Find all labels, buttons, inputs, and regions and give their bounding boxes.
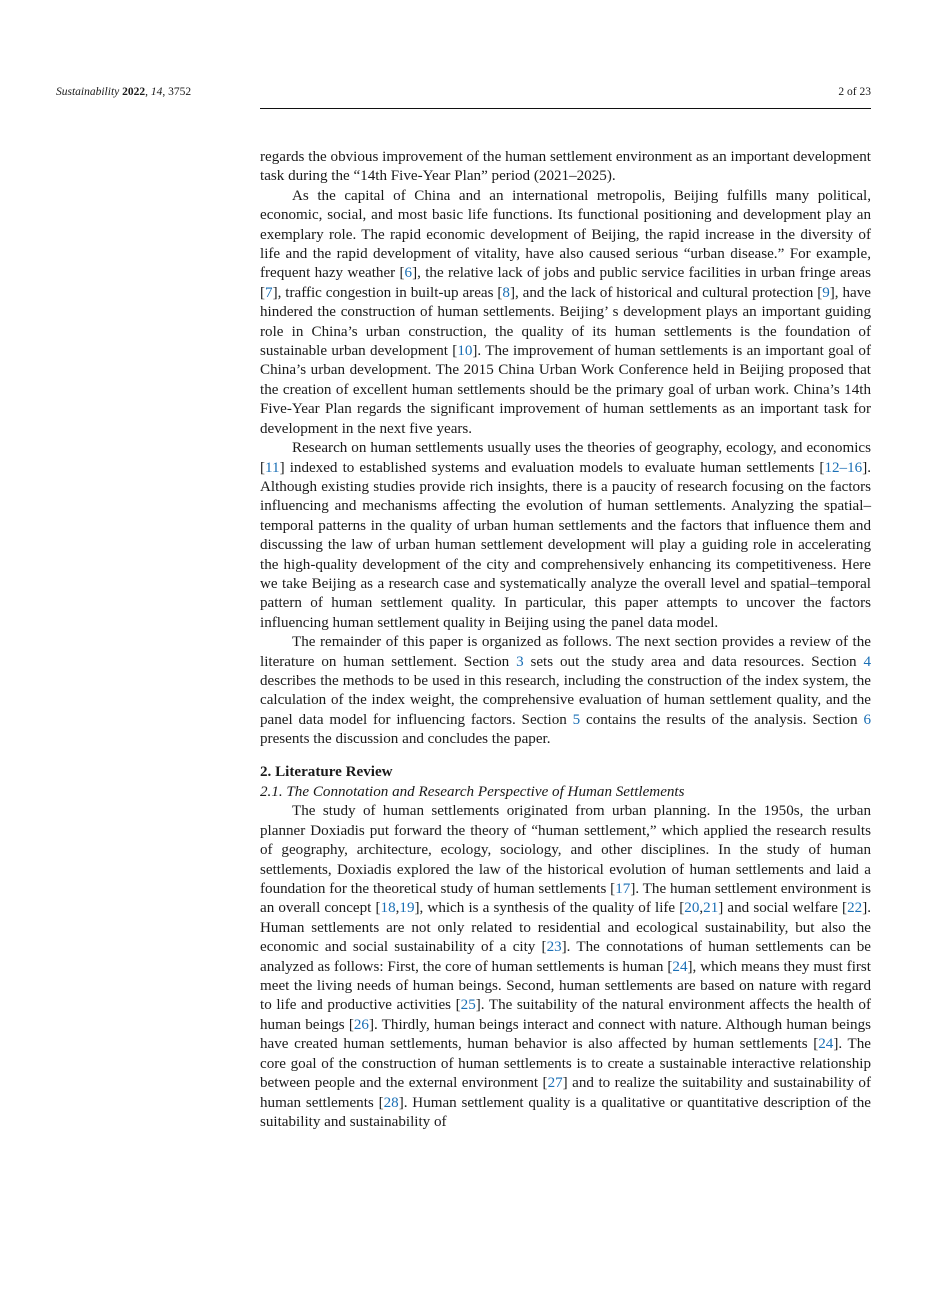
journal-year: 2022 [122, 86, 146, 98]
article-number: 3752 [168, 86, 192, 98]
paragraph-organization: The remainder of this paper is organized as follows. The next section provides a review of the literature on human settlement. Section 3 sets out the study area and data resources. Section 4 describes the methods to be used in this research, including the construction of the index system, the calculation of the index weight, the comprehensive evaluation of human settlement quality, and the panel data model for influencing factors. Section 5 contains the results of the analysis. Section 6 presents the discussion and concludes the paper. [260, 634, 871, 748]
citation-link[interactable]: 28 [383, 1094, 399, 1111]
citation-link[interactable]: 19 [399, 900, 415, 917]
subsection-heading: 2.1. The Connotation and Research Perspective of Human Settlements [260, 784, 685, 800]
citation-link[interactable]: 12–16 [824, 459, 863, 476]
citation-link[interactable]: 8 [502, 284, 510, 301]
citation-link[interactable]: 17 [615, 881, 631, 898]
paragraph-connotation: The study of human settlements originated from urban planning. In the 1950s, the urban planner Doxiadis put forward the theory of “human settlement,” which applied the research results of geography, architecture, ecology, sociology, and other disciplines. In the study of human settlements, Doxiadis explored the law of the historical evolution of human settlements and laid a foundation for the theoretical study of human settlements [17]. The human settlement environment is an overall concept [18,19], which is a synthesis of the quality of life [20,21] and social welfare [22]. Human settlements are not only related to residential and ecological sustainability, but also the economic and social sustainability of a city [23]. The connotations of human settlements can be analyzed as follows: First, the core of human settlements is human [24], which means they must first meet the living needs of human beings. Second, human settlements are based on nature with regard to life and productive activities [25]. The suitability of the natural environment affects the health of human beings [26]. Thirdly, human beings interact and connect with nature. Although human beings have created human settlements, human behavior is also affected by human settlements [24]. The core goal of the construction of human settlements is to create a sustainable interactive relationship between people and the external environment [27] and to realize the suitability and sustainability of human settlements [28]. Human settlement quality is a qualitative or quantitative description of the suitability and sustainability of [260, 803, 872, 1130]
paragraph-continuation: regards the obvious improvement of the human settlement environment as an important development task during the “14th Five-Year Plan” period (2021–2025). [260, 149, 871, 185]
journal-name: Sustainability [56, 86, 120, 98]
citation-link[interactable]: 11 [265, 459, 280, 476]
section-link[interactable]: 5 [572, 711, 581, 728]
citation-link[interactable]: 7 [265, 284, 273, 301]
header-rule [260, 108, 871, 109]
citation-link[interactable]: 24 [672, 958, 688, 975]
citation-link[interactable]: 22 [847, 900, 863, 917]
section-link[interactable]: 6 [863, 711, 871, 728]
section-link[interactable]: 3 [516, 653, 524, 670]
journal-volume: 14 [150, 86, 163, 98]
section-link[interactable]: 4 [863, 653, 871, 670]
main-text [260, 148, 871, 1132]
citation-link[interactable]: 20 [684, 900, 700, 917]
citation-link[interactable]: 18 [380, 900, 396, 917]
paragraph-research-overview: Research on human settlements usually uses the theories of geography, ecology, and economics [11] indexed to established systems and evaluation models to evaluate human settlements [12–16]. Although existing studies provide rich insights, there is a paucity of research focusing on the factors influencing and mechanisms affecting the evolution of human settlements. Analyzing the spatial–temporal patterns in the quality of urban human settlements and the factors that influence them and discussing the law of urban human settlement development will play a guiding role in accelerating the high-quality development of the city and comprehensively enhancing its competitiveness. Here we take Beijing as a research case and systematically analyze the overall level and spatial–temporal pattern of human settlement quality. In particular, this paper attempts to uncover the factors influencing human settlement quality in Beijing using the panel data model. [260, 440, 871, 631]
citation-link[interactable]: 27 [547, 1075, 563, 1092]
citation-link[interactable]: 24 [818, 1036, 834, 1053]
section-heading: 2. Literature Review [260, 763, 393, 780]
citation-link[interactable]: 26 [353, 1016, 369, 1033]
journal-citation: Sustainability 2022, 14, 3752 [56, 86, 192, 98]
page-number: 2 of 23 [838, 86, 871, 98]
paragraph-beijing-capital: As the capital of China and an international metropolis, Beijing fulfills many political, economic, social, and most basic life functions. Its functional positioning and development play an exemplary role. The rapid economic development of Beijing, the rapid increase in the diversity of life and the rapid development of vitality, have also caused serious “urban disease.” For example, frequent hazy weather [6], the relative lack of jobs and public service facilities in urban fringe areas [7], traffic congestion in built-up areas [8], and the lack of historical and cultural protection [9], have hindered the construction of human settlements. Beijing’ s development plays an important guiding role in China’s urban construction, the quality of its human settlements is the foundation of sustainable urban development [10]. The improvement of human settlements is an important goal of China’s urban development. The 2015 China Urban Work Conference held in Beijing proposed that the creation of excellent human settlements should be the primary goal of urban work. China’s 14th Five-Year Plan regards the significant improvement of human settlements as an important task for development in the next five years. [260, 187, 872, 437]
citation-link[interactable]: 25 [460, 997, 476, 1014]
citation-link[interactable]: 9 [822, 284, 830, 301]
citation-link[interactable]: 6 [404, 265, 413, 282]
citation-link[interactable]: 10 [457, 343, 473, 360]
citation-link[interactable]: 21 [703, 900, 719, 917]
running-header [56, 86, 871, 104]
citation-link[interactable]: 23 [546, 939, 562, 956]
